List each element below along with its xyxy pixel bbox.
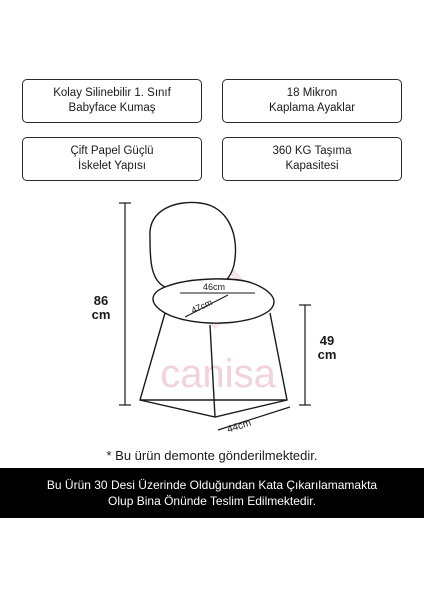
feature-line: 18 Mikron (286, 87, 338, 99)
feature-box-coating (222, 79, 402, 123)
watermark-text: canisa (160, 352, 276, 396)
feature-line: Babyface Kumaş (68, 102, 156, 114)
height-unit: cm (91, 307, 111, 322)
seat-width-label: 46cm (202, 282, 226, 292)
base-width-label: 44cm (225, 417, 253, 436)
chair-back (150, 202, 236, 287)
banner-line: Bu Ürün 30 Desi Üzerinde Olduğundan Kata Çıkarılamamakta (46, 478, 378, 492)
seat-height-unit: cm (317, 347, 337, 362)
seat-height-value: 49 (319, 333, 335, 348)
banner-line: Olup Bina Önünde Teslim Edilmektedir. (108, 494, 316, 508)
seat-depth-label: 47cm (189, 297, 214, 316)
feature-box-fabric (22, 79, 202, 123)
feature-line: Kolay Silinebilir 1. Sınıf (53, 87, 171, 99)
seat-height-dimension (299, 305, 311, 405)
feature-line: Kaplama Ayaklar (268, 102, 356, 114)
feature-line: 360 KG Taşıma (272, 145, 352, 157)
height-dimension (119, 203, 131, 405)
height-value: 86 (93, 293, 109, 308)
feature-box-frame (22, 137, 202, 181)
feature-line: Çift Papel Güçlü (70, 145, 154, 157)
feature-box-capacity (222, 137, 402, 181)
feature-line: Kapasitesi (285, 160, 339, 172)
feature-line: İskelet Yapısı (78, 160, 146, 172)
chair-dimension-figure (0, 195, 424, 440)
disassembly-note: * Bu ürün demonte gönderilmektedir. (106, 448, 318, 463)
delivery-banner (0, 468, 424, 518)
